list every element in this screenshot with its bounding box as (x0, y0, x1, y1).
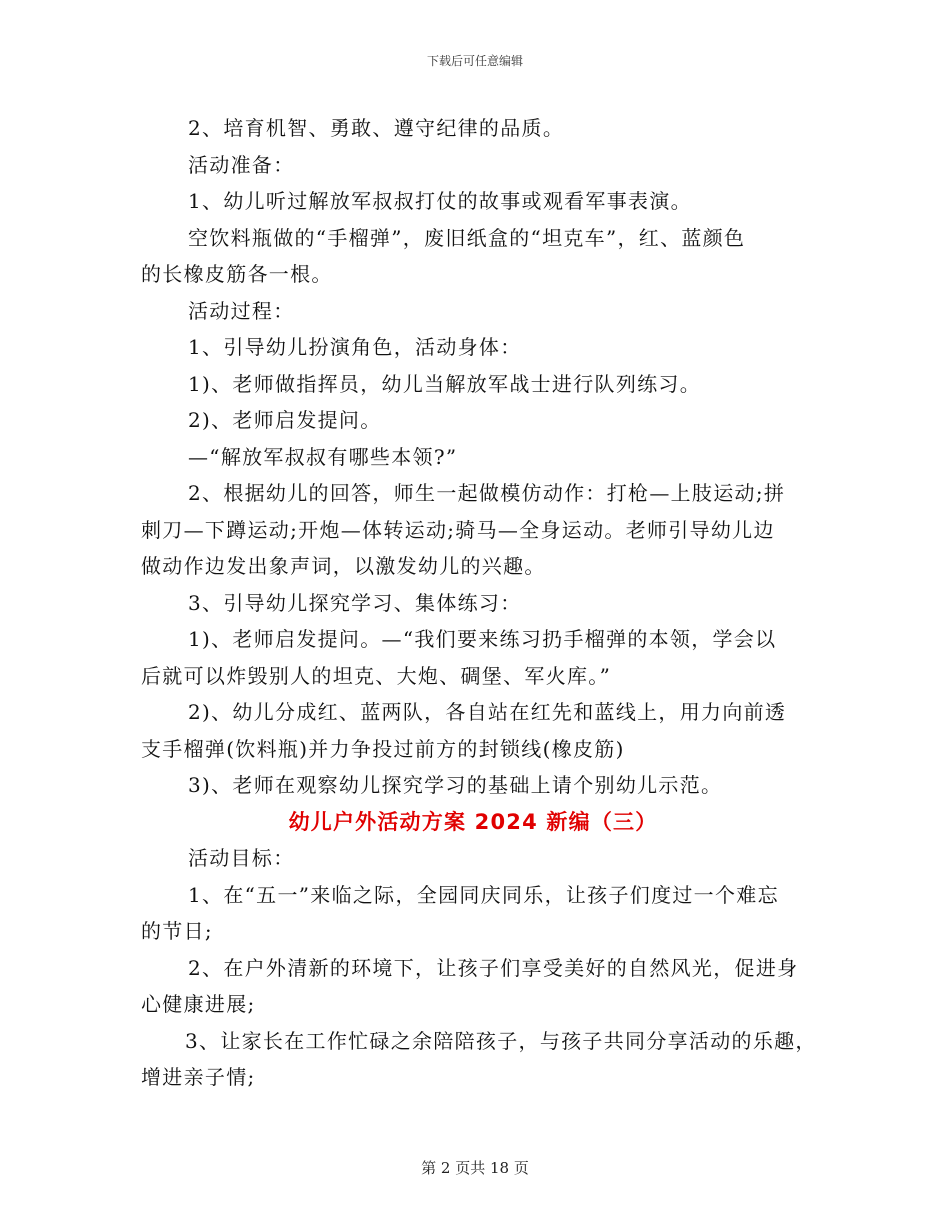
paragraph-line: 活动准备： (188, 152, 295, 177)
page-header: 下载后可任意编辑 (426, 54, 523, 68)
paragraph-line: 的长橡皮筋各一根。 (141, 262, 333, 286)
paragraph-line: 1、引导幼儿扮演角色，活动身体： (188, 335, 522, 359)
page-footer: 第 2 页共 18 页 (421, 1159, 529, 1177)
paragraph-line: 2、根据幼儿的回答，师生一起做模仿动作：打枪—上肢运动;拼 (188, 481, 786, 505)
paragraph-line: —“解放军叔叔有哪些本领?” (188, 444, 458, 469)
paragraph-line: 3、让家长在工作忙碌之余陪陪孩子，与孩子共同分享活动的乐趣， (185, 1028, 817, 1053)
paragraph-line: 1、在“五一”来临之际，全园同庆同乐，让孩子们度过一个难忘 (188, 882, 779, 907)
paragraph-line: 3、引导幼儿探究学习、集体练习： (188, 590, 522, 615)
paragraph-line: 1)、老师启发提问。—“我们要来练习扔手榴弹的本领，学会以 (188, 627, 777, 651)
document-body (141, 110, 817, 1096)
paragraph-line: 3)、老师在观察幼儿探究学习的基础上请个别幼儿示范。 (188, 773, 723, 797)
paragraph-line: 1)、老师做指挥员，幼儿当解放军战士进行队列练习。 (188, 371, 702, 396)
paragraph-line: 做动作边发出象声词，以激发幼儿的兴趣。 (141, 554, 546, 578)
paragraph-line: 1、幼儿听过解放军叔叔打仗的故事或观看军事表演。 (188, 189, 692, 213)
paragraph-line: 增进亲子情; (141, 1065, 256, 1089)
section-title: 幼儿户外活动方案 2024 新编（三） (288, 809, 658, 834)
paragraph-line: 2)、老师启发提问。 (188, 408, 382, 432)
paragraph-line: 支手榴弹(饮料瓶)并力争投过前方的封锁线(橡皮筋) (141, 736, 625, 761)
paragraph-line: 后就可以炸毁别人的坦克、大炮、碉堡、军火库。” (141, 663, 612, 688)
paragraph-line: 刺刀—下蹲运动;开炮—体转运动;骑马—全身运动。老师引导幼儿边 (141, 517, 775, 542)
paragraph-line: 的节日; (141, 919, 213, 943)
paragraph-line: 空饮料瓶做的“手榴弹”，废旧纸盒的“坦克车”，红、蓝颜色 (188, 225, 746, 250)
paragraph-line: 2、在户外清新的环境下，让孩子们享受美好的自然风光，促进身 (188, 955, 799, 980)
paragraph-line: 心健康进展; (141, 992, 256, 1016)
paragraph-line: 活动过程： (188, 298, 295, 323)
paragraph-line: 活动目标： (188, 846, 295, 870)
paragraph-line: 2)、幼儿分成红、蓝两队，各自站在红先和蓝线上，用力向前透 (188, 700, 787, 724)
paragraph-line: 2、培育机智、勇敢、遵守纪律的品质。 (188, 116, 565, 140)
